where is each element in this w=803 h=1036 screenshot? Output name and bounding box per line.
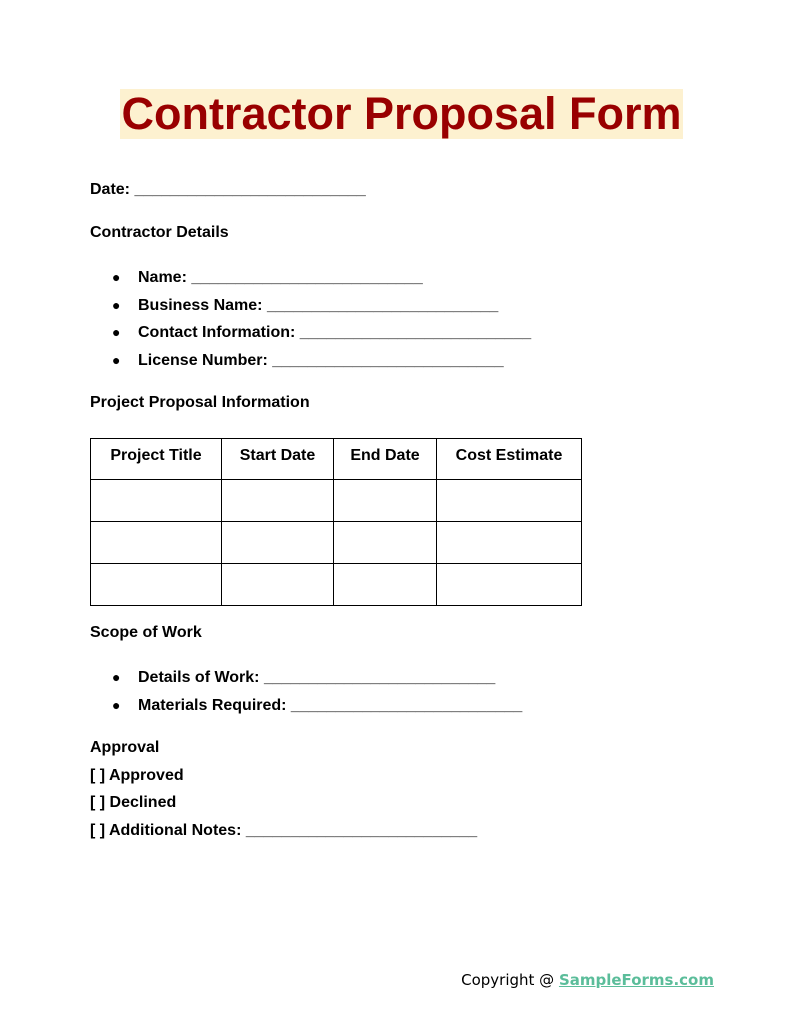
table-cell[interactable]	[437, 480, 582, 522]
list-item-materials-required	[112, 695, 522, 716]
column-header-cost-estimate: Cost Estimate	[437, 439, 582, 480]
list-item-license-number	[112, 350, 504, 371]
bullet-icon: ●	[112, 297, 121, 313]
table-row	[91, 480, 582, 522]
sampleforms-link[interactable]: SampleForms.com	[558, 971, 714, 989]
list-item-name	[112, 267, 423, 288]
table-row	[91, 522, 582, 564]
list-item-contact-information	[112, 322, 531, 343]
list-item-label: Business Name: __________________________	[138, 297, 499, 314]
bullet-icon: ●	[112, 669, 121, 685]
contractor-details-heading: Contractor Details	[90, 224, 229, 241]
table-cell[interactable]	[334, 480, 437, 522]
declined-checkbox-line[interactable]: [ ] Declined	[90, 794, 177, 811]
approved-checkbox-line[interactable]: [ ] Approved	[90, 767, 184, 784]
table-cell[interactable]	[437, 522, 582, 564]
bullet-icon: ●	[112, 697, 121, 713]
table-row	[91, 564, 582, 606]
column-header-end-date: End Date	[334, 439, 437, 480]
footer-copyright	[461, 970, 714, 990]
project-proposal-heading: Project Proposal Information	[90, 394, 310, 411]
list-item-label: Details of Work: __________________________	[138, 669, 496, 686]
bullet-icon: ●	[112, 352, 121, 368]
approval-heading: Approval	[90, 739, 160, 756]
table-cell[interactable]	[334, 522, 437, 564]
bullet-icon: ●	[112, 324, 121, 340]
table-cell[interactable]	[91, 480, 222, 522]
list-item-label: Materials Required: __________________________	[138, 697, 523, 714]
date-field: Date: __________________________	[90, 181, 366, 198]
table-cell[interactable]	[91, 522, 222, 564]
list-item-business-name	[112, 295, 498, 316]
page-title: Contractor Proposal Form	[121, 88, 682, 139]
list-item-label: Contact Information: __________________________	[138, 324, 532, 341]
copyright-text: Copyright @	[461, 971, 559, 989]
table-cell[interactable]	[222, 480, 334, 522]
bullet-icon: ●	[112, 269, 121, 285]
table-cell[interactable]	[437, 564, 582, 606]
scope-of-work-heading: Scope of Work	[90, 624, 202, 641]
title-wrapper	[0, 89, 803, 139]
additional-notes-checkbox-line[interactable]: [ ] Additional Notes: __________________________	[90, 822, 478, 839]
column-header-start-date: Start Date	[222, 439, 334, 480]
project-proposal-table	[90, 438, 582, 606]
table-cell[interactable]	[91, 564, 222, 606]
table-cell[interactable]	[334, 564, 437, 606]
list-item-details-of-work	[112, 667, 495, 688]
column-header-project-title: Project Title	[91, 439, 222, 480]
table-header-row	[91, 439, 582, 480]
list-item-label: License Number: __________________________	[138, 352, 504, 369]
table-cell[interactable]	[222, 564, 334, 606]
list-item-label: Name: __________________________	[138, 269, 423, 286]
table-cell[interactable]	[222, 522, 334, 564]
